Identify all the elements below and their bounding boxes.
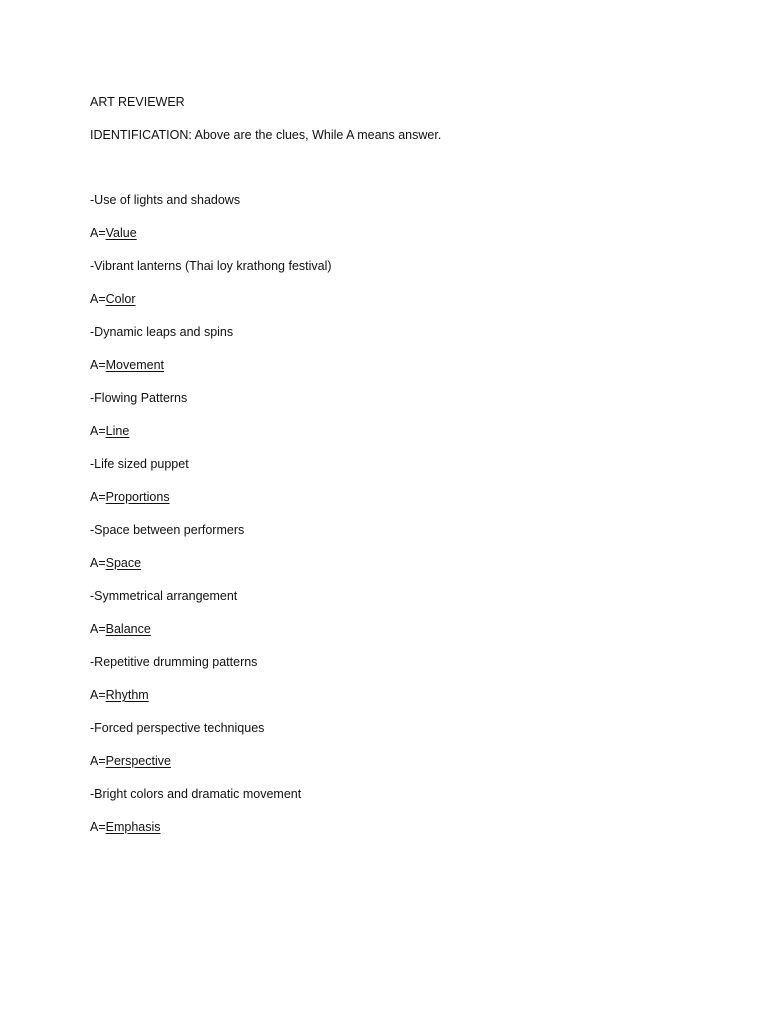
answer-word: Perspective (105, 754, 171, 768)
answer-prefix: A= (90, 490, 106, 504)
clue-line: -Symmetrical arrangement (90, 589, 238, 603)
answer-word: Emphasis (105, 820, 161, 834)
answer-word: Rhythm (105, 688, 149, 702)
clue-line: -Repetitive drumming patterns (90, 655, 258, 669)
answer-word: Color (105, 292, 136, 306)
clue-line: -Bright colors and dramatic movement (90, 787, 302, 801)
clue-line: -Flowing Patterns (90, 391, 188, 405)
answer-word: Proportions (105, 490, 170, 504)
clue-line: -Space between performers (90, 523, 245, 537)
answer-prefix: A= (90, 688, 106, 702)
clue-line: -Use of lights and shadows (90, 193, 241, 207)
answer-prefix: A= (90, 556, 106, 570)
answer-line (90, 687, 690, 720)
answer-word: Value (105, 226, 137, 240)
answer-prefix: A= (90, 292, 106, 306)
answer-prefix: A= (90, 622, 106, 636)
answer-prefix: A= (90, 358, 106, 372)
instructions-text: IDENTIFICATION: Above are the clues, While A means answer. (90, 128, 442, 142)
answer-prefix: A= (90, 424, 106, 438)
answer-line (90, 753, 690, 786)
answer-line (90, 819, 690, 852)
answer-line (90, 225, 690, 258)
answer-prefix: A= (90, 820, 106, 834)
answer-word: Space (105, 556, 142, 570)
answer-line (90, 291, 690, 324)
answer-line (90, 423, 690, 456)
answer-prefix: A= (90, 754, 106, 768)
answer-line (90, 357, 690, 390)
answer-word: Balance (105, 622, 151, 636)
clue-line: -Forced perspective techniques (90, 721, 265, 735)
document-title: ART REVIEWER (90, 95, 185, 109)
clue-line: -Life sized puppet (90, 457, 189, 471)
answer-word: Movement (105, 358, 164, 372)
answer-line (90, 621, 690, 654)
document-body (90, 94, 690, 852)
answer-word: Line (105, 424, 130, 438)
answer-line (90, 489, 690, 522)
answer-line (90, 555, 690, 588)
answer-prefix: A= (90, 226, 106, 240)
clue-line: -Vibrant lanterns (Thai loy krathong festival) (90, 259, 332, 273)
clue-line: -Dynamic leaps and spins (90, 325, 234, 339)
